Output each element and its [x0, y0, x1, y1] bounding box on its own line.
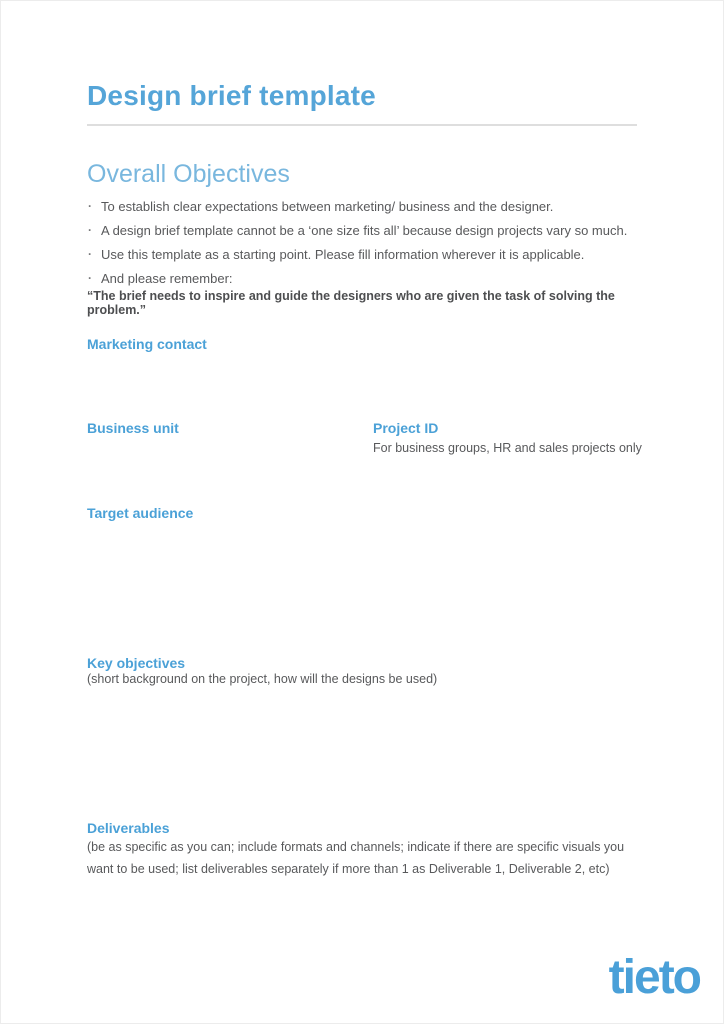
project-id-label: Project ID — [373, 420, 439, 436]
inspiration-quote: “The brief needs to inspire and guide the designers who are given the task of solving the problem.” — [87, 289, 615, 317]
objectives-bullet-list — [87, 200, 647, 296]
objective-bullet-text: A design brief template cannot be a ‘one size fits all’ because design projects vary so much. — [101, 223, 628, 238]
objective-bullet-text: And please remember: — [101, 271, 233, 286]
business-unit-label: Business unit — [87, 420, 179, 436]
objective-bullet-item — [87, 272, 647, 286]
key-objectives-note: (short background on the project, how will the designs be used) — [87, 672, 438, 686]
objective-bullet-item — [87, 200, 647, 214]
tieto-logo: tieto — [608, 951, 700, 1004]
page-title: Design brief template — [87, 80, 376, 111]
marketing-contact-label: Marketing contact — [87, 336, 207, 352]
project-id-note: For business groups, HR and sales projects only — [373, 441, 642, 455]
deliverables-label: Deliverables — [87, 820, 170, 836]
objective-bullet-text: To establish clear expectations between marketing/ business and the designer. — [101, 199, 554, 214]
objective-bullet-item — [87, 224, 647, 238]
overall-objectives-heading: Overall Objectives — [87, 160, 290, 188]
title-divider — [87, 124, 637, 126]
objective-bullet-item — [87, 248, 647, 262]
deliverables-note: (be as specific as you can; include formats and channels; indicate if there are specific visuals you want to be used; list deliverables separately if more than 1 as Deliverable 1, Deliverable 2, etc) — [87, 840, 625, 876]
target-audience-label: Target audience — [87, 505, 194, 521]
objective-bullet-text: Use this template as a starting point. Please fill information wherever it is applicable. — [101, 247, 585, 262]
key-objectives-label: Key objectives — [87, 655, 186, 671]
